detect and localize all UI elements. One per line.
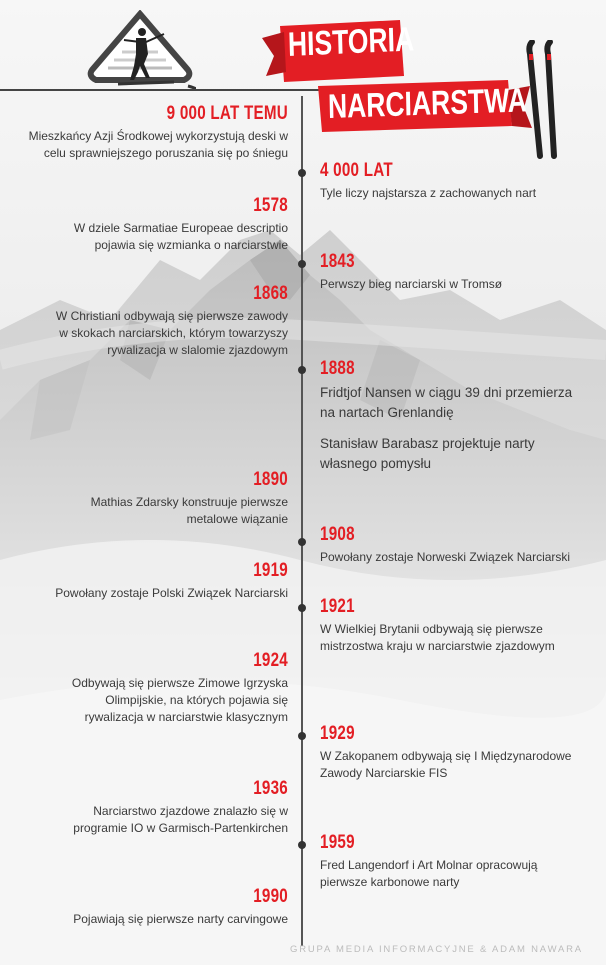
timeline-entry — [28, 886, 288, 928]
entry-desc: Perwszy bieg narciarski w Tromsø — [320, 277, 503, 291]
timeline-entry — [320, 160, 580, 202]
timeline-entry — [68, 469, 288, 528]
entry-year: 1890 — [253, 469, 288, 490]
entry-desc: Fridtjof Nansen w ciągu 39 dni przemierza na nartach Grenlandię — [320, 385, 573, 420]
entry-desc: Mathias Zdarsky konstruuje pierwsze metalowe wiązanie — [90, 495, 288, 526]
entry-year: 1578 — [253, 195, 288, 216]
entry-year: 1919 — [253, 560, 288, 581]
timeline-dot — [298, 841, 306, 849]
timeline-spine — [301, 96, 303, 946]
entry-desc: W Christiani odbywają się pierwsze zawody w skokach narciarskich, którym towarzyszy rywalizacja w slalomie zjazdowym — [55, 309, 288, 357]
skier-badge-icon — [84, 10, 196, 96]
entry-year: 1929 — [320, 723, 355, 744]
entry-year: 1908 — [320, 524, 355, 545]
timeline-entry — [320, 251, 580, 293]
entry-desc: Pojawiają się pierwsze narty carvingowe — [73, 912, 288, 926]
entry-desc: Tyle liczy najstarsza z zachowanych nart — [320, 186, 537, 200]
timeline-entry — [58, 778, 288, 837]
entry-desc: Powołany zostaje Polski Związek Narciarski — [55, 586, 288, 600]
footer-credit: GRUPA MEDIA INFORMACYJNE & ADAM NAWARA — [290, 944, 583, 955]
entry-desc-secondary: Stanisław Barabasz projektuje narty własnego pomysłu — [320, 436, 535, 471]
entry-year: 1868 — [253, 283, 288, 304]
title-line-1: HISTORIA — [287, 20, 415, 64]
entry-desc: W Wielkiej Brytanii odbywają się pierwsze mistrzostwa kraju w narciarstwie zjazdowym — [320, 622, 555, 653]
entry-year: 4 000 LAT — [320, 160, 393, 181]
timeline-entry — [320, 524, 590, 566]
entry-year: 1924 — [253, 650, 288, 671]
timeline-dot — [298, 604, 306, 612]
timeline-dot — [298, 732, 306, 740]
timeline-entry — [58, 650, 288, 726]
entry-desc: Powołany zostaje Norweski Związek Narciarski — [320, 550, 571, 564]
timeline-dot — [298, 260, 306, 268]
timeline-dot — [298, 538, 306, 546]
entry-year: 1843 — [320, 251, 355, 272]
entry-year: 1990 — [253, 886, 288, 907]
timeline-entry — [320, 358, 580, 474]
entry-desc: Fred Langendorf i Art Molnar opracowują pierwsze karbonowe narty — [320, 858, 538, 889]
entry-year: 1936 — [253, 778, 288, 799]
entry-desc: Narciarstwo zjazdowe znalazło się w programie IO w Garmisch-Partenkirchen — [73, 804, 288, 835]
entry-desc: W Zakopanem odbywają się I Międzynarodowe Zawody Narciarskie FIS — [320, 749, 572, 780]
timeline-entry — [68, 195, 288, 254]
entry-year: 1888 — [320, 358, 355, 379]
title-line-2: NARCIARSTWA — [327, 81, 528, 126]
timeline-entry — [320, 723, 580, 782]
timeline-entry — [320, 596, 580, 655]
entry-desc: Mieszkańcy Azji Środkowej wykorzystują deski w celu sprawniejszego poruszania się po śniegu — [28, 129, 288, 160]
entry-year: 1921 — [320, 596, 355, 617]
timeline-entry — [48, 283, 288, 359]
entry-desc: Odbywają się pierwsze Zimowe Igrzyska Olimpijskie, na których pojawia się rywalizacja w narciarstwie klasycznym — [71, 676, 288, 724]
entry-year: 1959 — [320, 832, 355, 853]
timeline-entry — [28, 560, 288, 602]
timeline-entry — [320, 832, 560, 891]
skis-icon — [522, 40, 562, 160]
timeline-dot — [298, 169, 306, 177]
entry-year: 9 000 LAT TEMU — [166, 103, 288, 124]
timeline-dot — [298, 366, 306, 374]
entry-desc: W dziele Sarmatiae Europeae descriptio pojawia się wzmianka o narciarstwie — [73, 221, 288, 252]
timeline-entry — [28, 103, 288, 162]
